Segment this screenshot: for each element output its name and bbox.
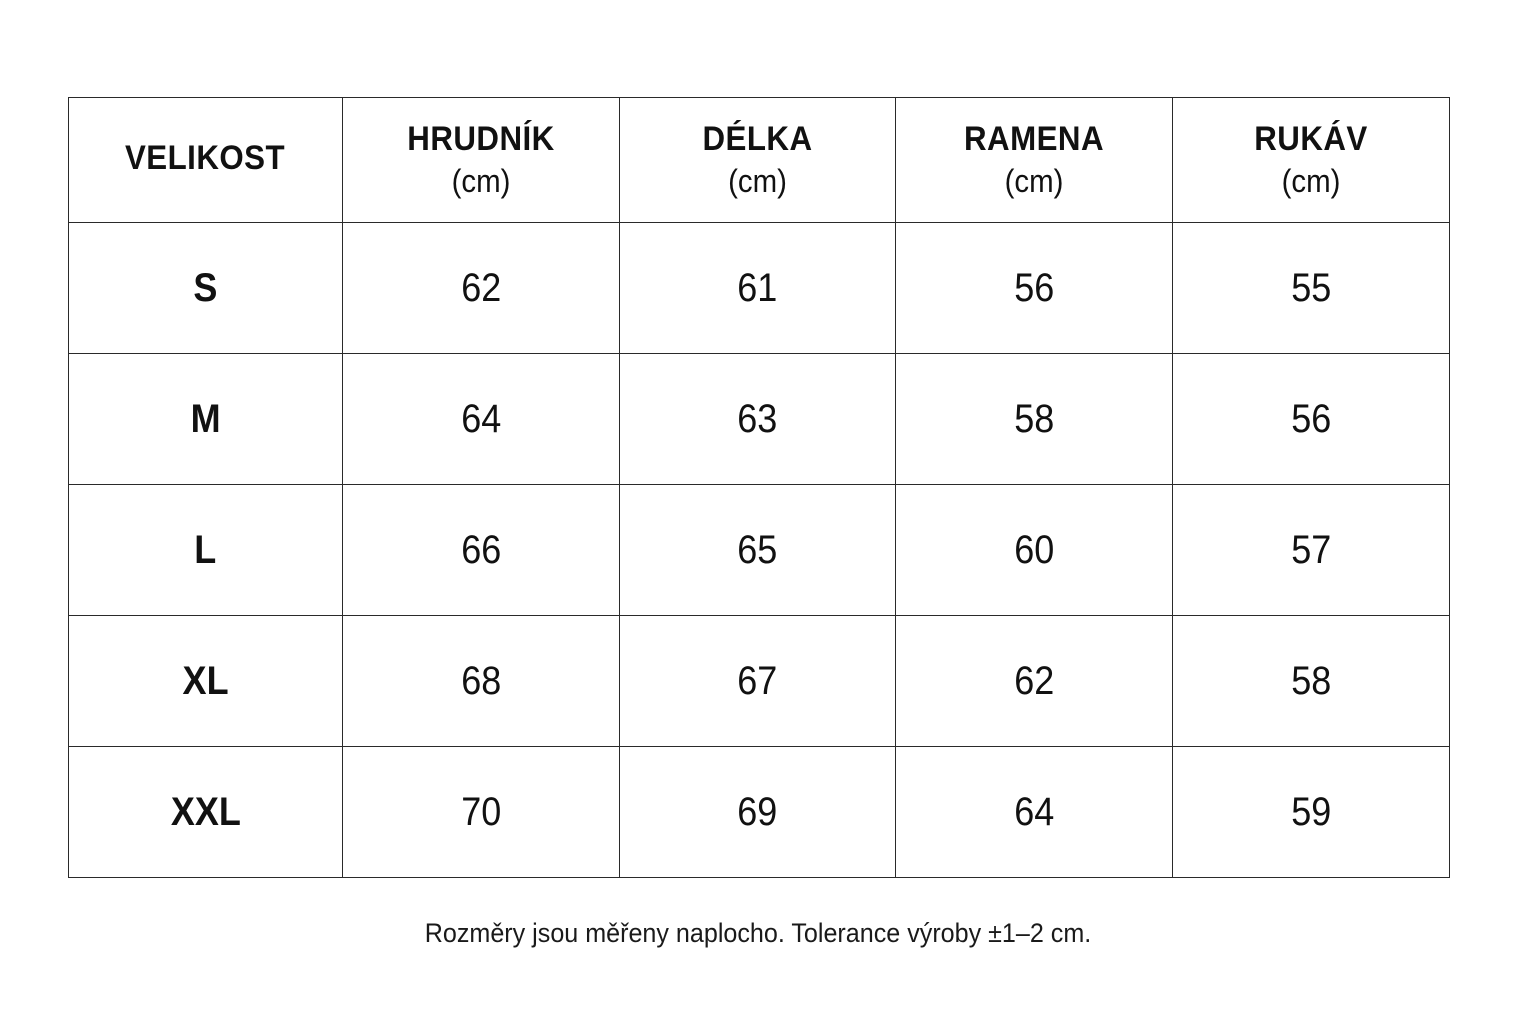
size-cell [69, 354, 343, 485]
header-unit: (cm) [451, 163, 511, 199]
header-size-label: VELIKOST [125, 138, 286, 177]
value-cell [896, 223, 1173, 354]
size-label: L [194, 527, 217, 572]
header-unit: (cm) [728, 163, 787, 199]
value-cell [343, 747, 620, 878]
size-label: S [193, 265, 218, 310]
table-row [69, 485, 1450, 616]
header-cell-shoulders [896, 98, 1173, 223]
size-label: XL [182, 658, 229, 703]
value-cell [620, 616, 896, 747]
header-unit: (cm) [1281, 163, 1341, 199]
chest-value: 64 [460, 396, 502, 441]
value-cell [343, 354, 620, 485]
header-cell-sleeve [1173, 98, 1450, 223]
value-cell [896, 485, 1173, 616]
header-title: HRUDNÍK [407, 120, 555, 158]
value-cell [620, 485, 896, 616]
value-cell [620, 354, 896, 485]
header-cell-length [620, 98, 896, 223]
length-value: 65 [737, 527, 778, 572]
chest-value: 70 [460, 789, 502, 834]
sleeve-value: 57 [1290, 527, 1332, 572]
value-cell [1173, 354, 1450, 485]
header-cell-chest [343, 98, 620, 223]
length-value: 67 [737, 658, 778, 703]
shoulders-value: 58 [1013, 396, 1055, 441]
shoulders-value: 60 [1013, 527, 1055, 572]
size-cell [69, 223, 343, 354]
shoulders-value: 56 [1013, 265, 1055, 310]
value-cell [620, 747, 896, 878]
shoulders-value: 62 [1013, 658, 1055, 703]
value-cell [343, 616, 620, 747]
header-title: RAMENA [963, 120, 1105, 158]
sleeve-value: 58 [1290, 658, 1332, 703]
value-cell [896, 747, 1173, 878]
table-row [69, 354, 1450, 485]
table-row [69, 616, 1450, 747]
header-row [69, 98, 1450, 223]
length-value: 63 [737, 396, 778, 441]
size-label: XXL [170, 789, 241, 834]
chest-value: 66 [460, 527, 502, 572]
header-title: DÉLKA [702, 120, 813, 158]
value-cell [343, 485, 620, 616]
size-cell [69, 747, 343, 878]
size-label: M [190, 396, 221, 441]
value-cell [1173, 223, 1450, 354]
value-cell [1173, 747, 1450, 878]
shoulders-value: 64 [1013, 789, 1055, 834]
size-cell [69, 616, 343, 747]
header-title: RUKÁV [1254, 120, 1368, 158]
measurement-footnote: Rozměry jsou měřeny naplocho. Tolerance výroby ±1–2 cm. [424, 918, 1092, 948]
value-cell [1173, 485, 1450, 616]
value-cell [620, 223, 896, 354]
size-chart-table [68, 97, 1450, 878]
header-cell-size [69, 98, 343, 223]
value-cell [896, 616, 1173, 747]
length-value: 69 [737, 789, 778, 834]
sleeve-value: 55 [1290, 265, 1332, 310]
value-cell [343, 223, 620, 354]
header-unit: (cm) [1004, 163, 1064, 199]
length-value: 61 [737, 265, 778, 310]
chest-value: 68 [460, 658, 502, 703]
table-row [69, 747, 1450, 878]
sleeve-value: 56 [1290, 396, 1332, 441]
table-row [69, 223, 1450, 354]
value-cell [1173, 616, 1450, 747]
sleeve-value: 59 [1290, 789, 1332, 834]
size-cell [69, 485, 343, 616]
value-cell [896, 354, 1173, 485]
chest-value: 62 [460, 265, 502, 310]
